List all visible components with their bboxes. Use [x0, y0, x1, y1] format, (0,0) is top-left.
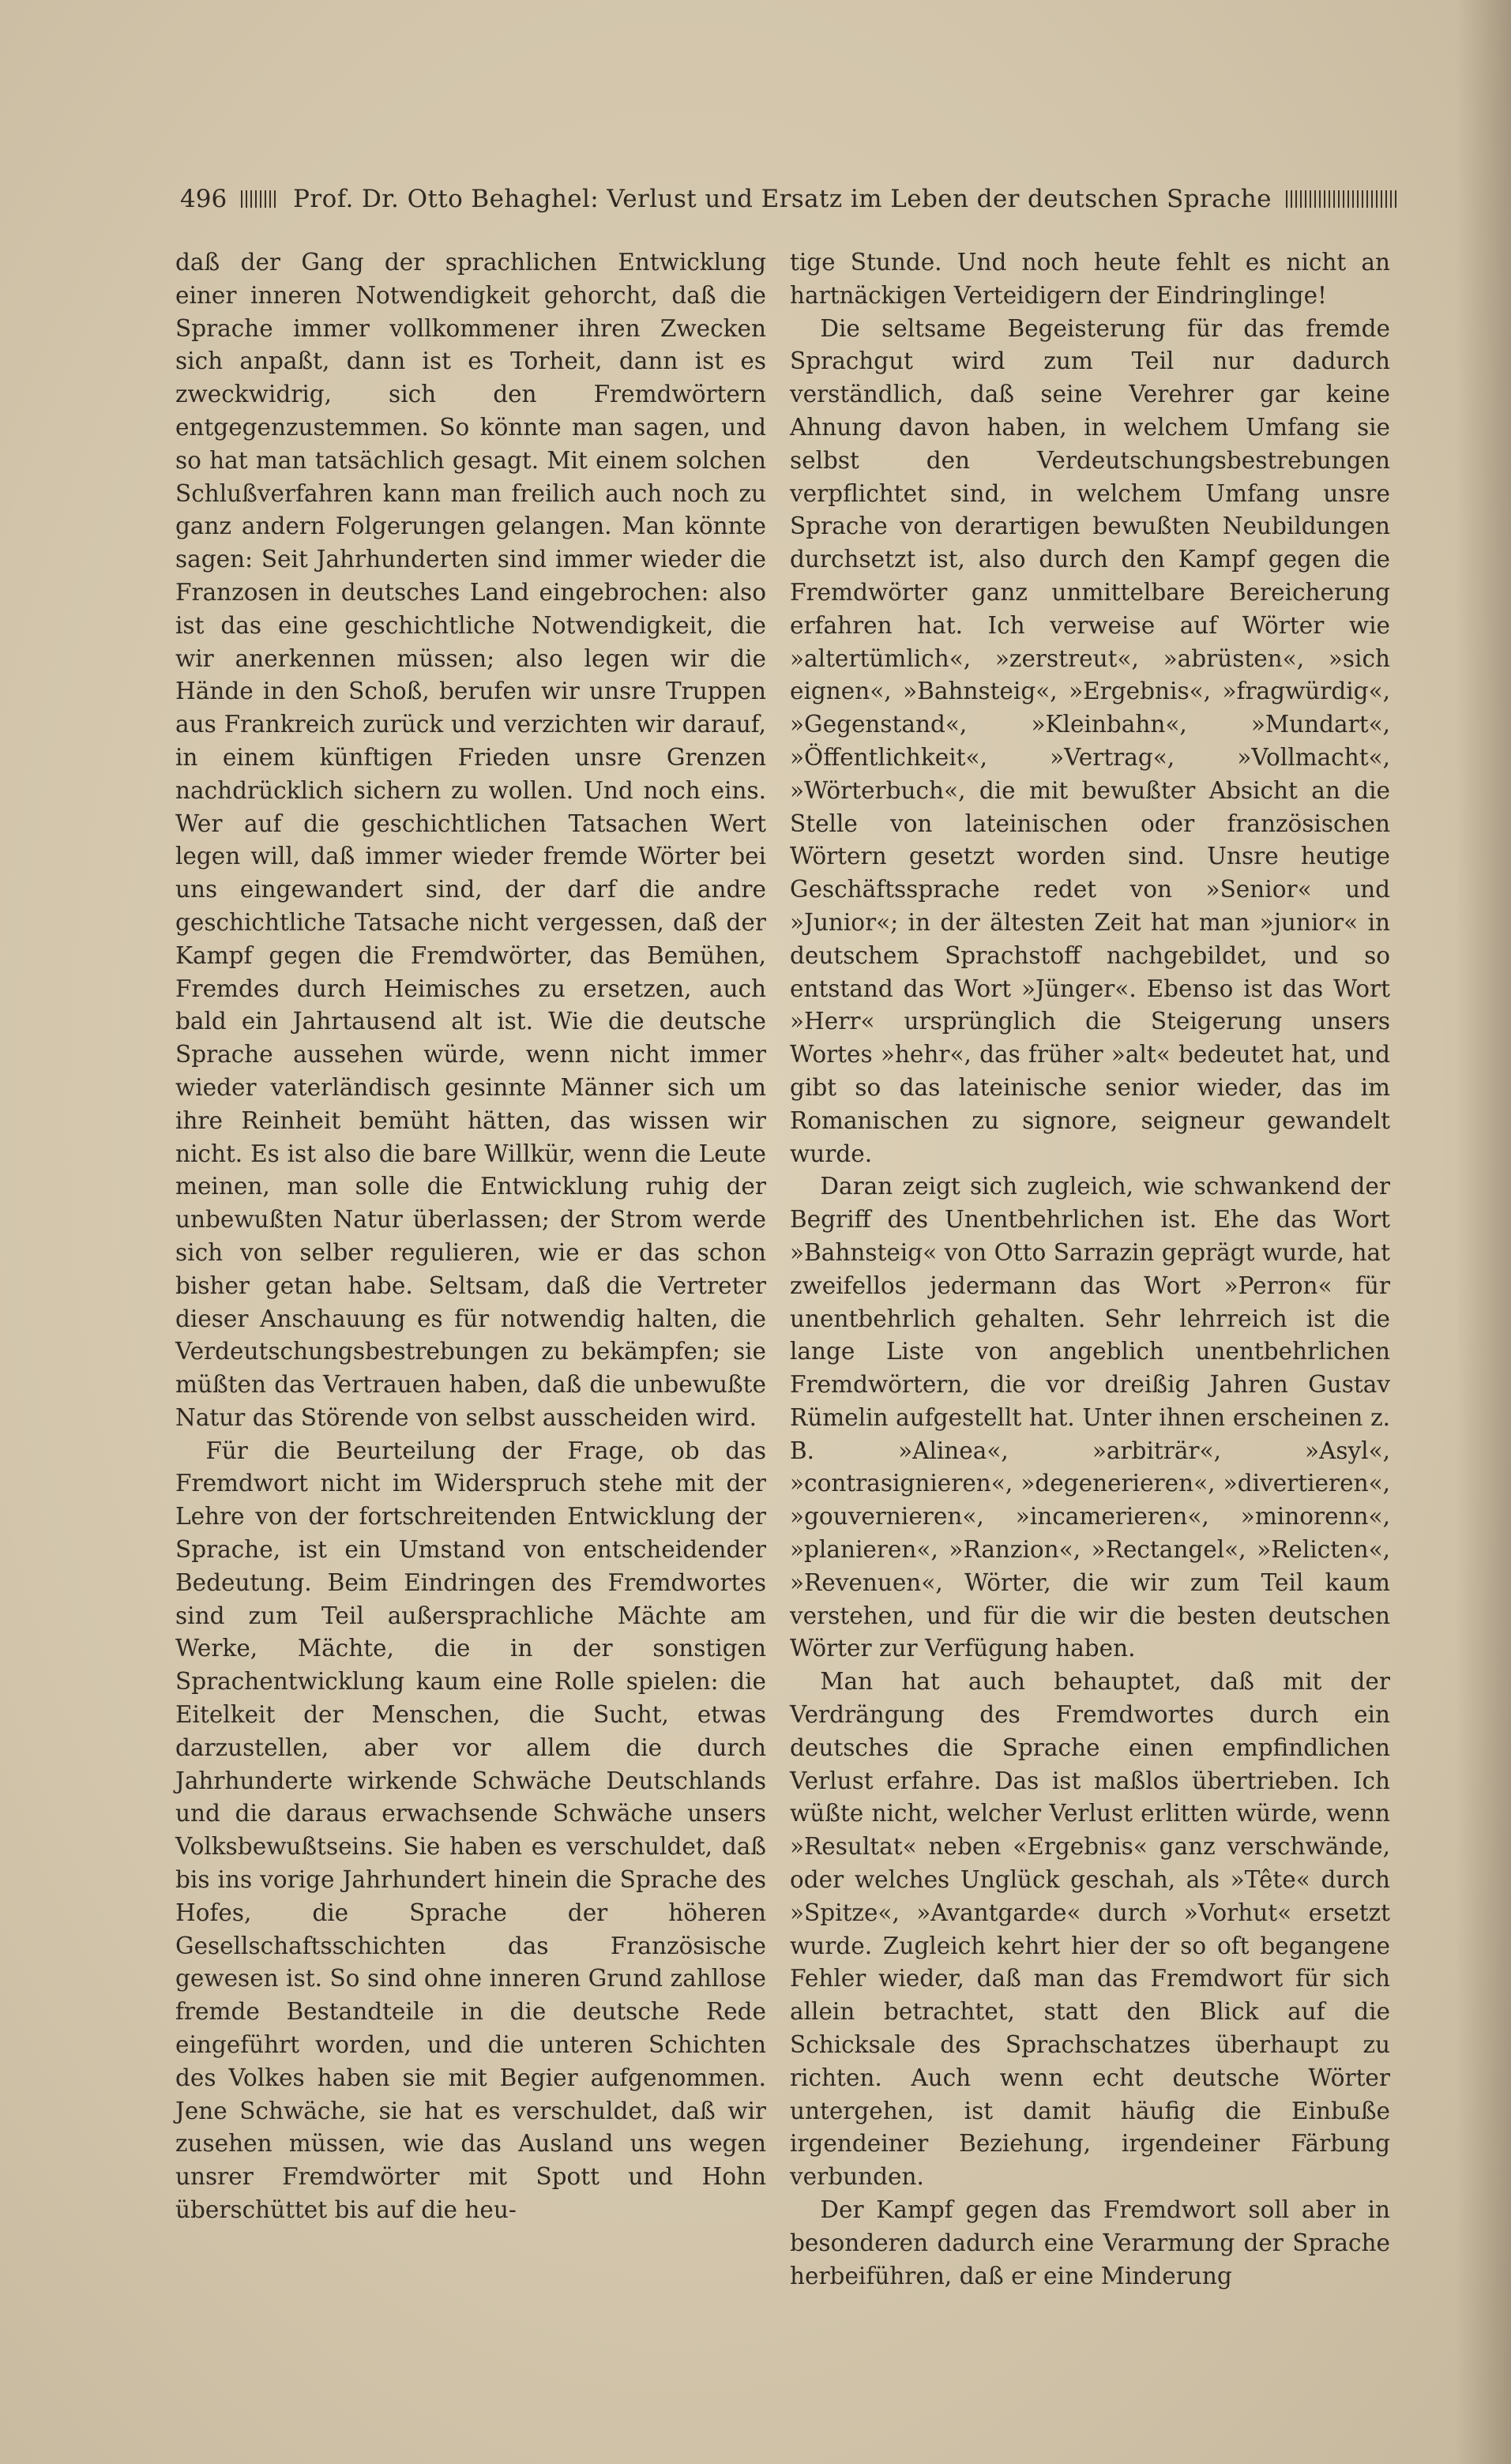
paragraph: Daran zeigt sich zugleich, wie schwankend der Begriff des Unentbehrlichen ist. Ehe das Wort »Bahnsteig« von Otto Sarrazin geprägt wurde, hat zweifellos jedermann das Wort »Perron« für unentbehrlich gehalten. Sehr lehrreich ist die lange Liste von angeblich unentbehrlichen Fremdwörtern, die vor dreißig Jahren Gustav Rümelin aufgestellt hat. Unter ihnen erscheinen z. B. »Alinea«, »arbiträr«, »Asyl«, »contrasignieren«, »degenerieren«, »divertieren«, »gouvernieren«, »incamerieren«, »minorenn«, »planieren«, »Ranzion«, »Rectangel«, »Relicten«, »Revenuen«, Wörter, die wir zum Teil kaum verstehen, und für die wir die besten deutschen Wörter zur Verfügung haben.: [790, 1173, 1390, 1662]
paragraph: Man hat auch behauptet, daß mit der Verdrängung des Fremdwortes durch ein deutsches die Sprache einen empfindlichen Verlust erfahre. Das ist maßlos übertrieben. Ich wüßte nicht, welcher Verlust erlitten würde, wenn »Resultat« neben «Ergebnis« ganz verschwände, oder welches Unglück geschah, als »Tête« durch »Spitze«, »Avantgarde« durch »Vorhut« ersetzt wurde. Zugleich kehrt hier der so oft begangene Fehler wieder, daß man das Fremdwort für sich allein betrachtet, statt den Blick auf die Schicksale des Sprachschatzes überhaupt zu richten. Auch wenn echt deutsche Wörter untergehen, ist damit häufig die Einbuße irgendeiner Beziehung, irgendeiner Färbung verbunden.: [790, 1668, 1390, 2191]
paragraph: Für die Beurteilung der Frage, ob das Fremdwort nicht im Widerspruch stehe mit der Lehre von der fortschreitenden Entwicklung der Sprache, ist ein Umstand von entscheidender Bedeutung. Beim Eindringen des Fremdwortes sind zum Teil außersprachliche Mächte am Werke, Mächte, die in der sonstigen Sprachentwicklung kaum eine Rolle spielen: die Eitelkeit der Menschen, die Sucht, etwas darzustellen, aber vor allem die durch Jahrhunderte wirkende Schwäche Deutschlands und die daraus erwachsende Schwäche unsers Volksbewußtseins. Sie haben es verschuldet, daß bis ins vorige Jahrhundert hinein die Sprache des Hofes, die Sprache der höheren Gesellschaftsschichten das Französische gewesen ist. So sind ohne inneren Grund zahllose fremde Bestandteile in die deutsche Rede eingeführt worden, und die unteren Schichten des Volkes haben sie mit Begier aufgenommen. Jene Schwäche, sie hat es verschuldet, daß wir zusehen müssen, wie das Ausland uns wegen unsrer Fremdwörter mit Spott und Hohn überschüttet bis auf die heu-: [175, 1437, 766, 2224]
paragraph: tige Stunde. Und noch heute fehlt es nicht an hartnäckigen Verteidigern der Eindringlinge!: [790, 249, 1390, 309]
page-number: 496: [180, 185, 227, 213]
paragraph: Der Kampf gegen das Fremdwort soll aber in besonderen dadurch eine Verarmung der Sprache herbeiführen, daß er eine Minderung: [790, 2196, 1390, 2289]
left-column: [175, 246, 766, 2224]
running-title: Prof. Dr. Otto Behaghel: Verlust und Ersatz im Leben der deutschen Sprache: [293, 185, 1272, 213]
header-rule-left: [241, 190, 279, 208]
right-column: [790, 246, 1390, 2289]
running-header: [180, 180, 1400, 218]
header-rule-right: [1286, 190, 1396, 208]
paragraph: Die seltsame Begeisterung für das fremde Sprachgut wird zum Teil nur dadurch verständlich, daß seine Verehrer gar keine Ahnung davon haben, in welchem Umfang sie selbst den Verdeutschungsbestrebungen verpflichtet sind, in welchem Umfang unsre Sprache von derartigen bewußten Neubildungen durchsetzt ist, also durch den Kampf gegen die Fremdwörter ganz unmittelbare Bereicherung erfahren hat. Ich verweise auf Wörter wie »altertümlich«, »zerstreut«, »abrüsten«, »sich eignen«, »Bahnsteig«, »Ergebnis«, »fragwürdig«, »Gegenstand«, »Kleinbahn«, »Mundart«, »Öffentlichkeit«, »Vertrag«, »Vollmacht«, »Wörterbuch«, die mit bewußter Absicht an die Stelle von lateinischen oder französischen Wörtern gesetzt worden sind. Unsre heutige Geschäftssprache redet von »Senior« und »Junior«; in der ältesten Zeit hat man »junior« in deutschem Sprachstoff nachgebildet, und so entstand das Wort »Jünger«. Ebenso ist das Wort »Herr« ursprünglich die Steigerung unsers Wortes »hehr«, das früher »alt« bedeutet hat, und gibt so das lateinische senior wieder, das im Romanischen zu signore, seigneur gewandelt wurde.: [790, 314, 1390, 1167]
page-binding-shadow: [1456, 0, 1511, 2464]
paragraph: daß der Gang der sprachlichen Entwicklung einer inneren Notwendigkeit gehorcht, daß die Sprache immer vollkommener ihren Zwecken sich anpaßt, dann ist es Torheit, dann ist es zweckwidrig, sich den Fremdwörtern entgegenzustemmen. So könnte man sagen, und so hat man tatsächlich gesagt. Mit einem solchen Schlußverfahren kann man freilich auch noch zu ganz andern Folgerungen gelangen. Man könnte sagen: Seit Jahrhunderten sind immer wieder die Franzosen in deutsches Land eingebrochen: also ist das eine geschichtliche Notwendigkeit, die wir anerkennen müssen; also legen wir die Hände in den Schoß, berufen wir unsre Truppen aus Frankreich zurück und verzichten wir darauf, in einem künftigen Frieden unsre Grenzen nachdrücklich sichern zu wollen. Und noch eins. Wer auf die geschichtlichen Tatsachen Wert legen will, daß immer wieder fremde Wörter bei uns eingewandert sind, der darf die andre geschichtliche Tatsache nicht vergessen, daß der Kampf gegen die Fremdwörter, das Bemühen, Fremdes durch Heimisches zu ersetzen, auch bald ein Jahrtausend alt ist. Wie die deutsche Sprache aussehen würde, wenn nicht immer wieder vaterländisch gesinnte Männer sich um ihre Reinheit bemüht hätten, das wissen wir nicht. Es ist also die bare Willkür, wenn die Leute meinen, man solle die Entwicklung ruhig der unbewußten Natur überlassen; der Strom werde sich von selber regulieren, wie er das schon bisher getan habe. Seltsam, daß die Vertreter dieser Anschauung es für notwendig halten, die Verdeutschungsbestrebungen zu bekämpfen; sie müßten das Vertrauen haben, daß die unbewußte Natur das Störende von selbst ausscheiden wird.: [175, 249, 766, 1431]
